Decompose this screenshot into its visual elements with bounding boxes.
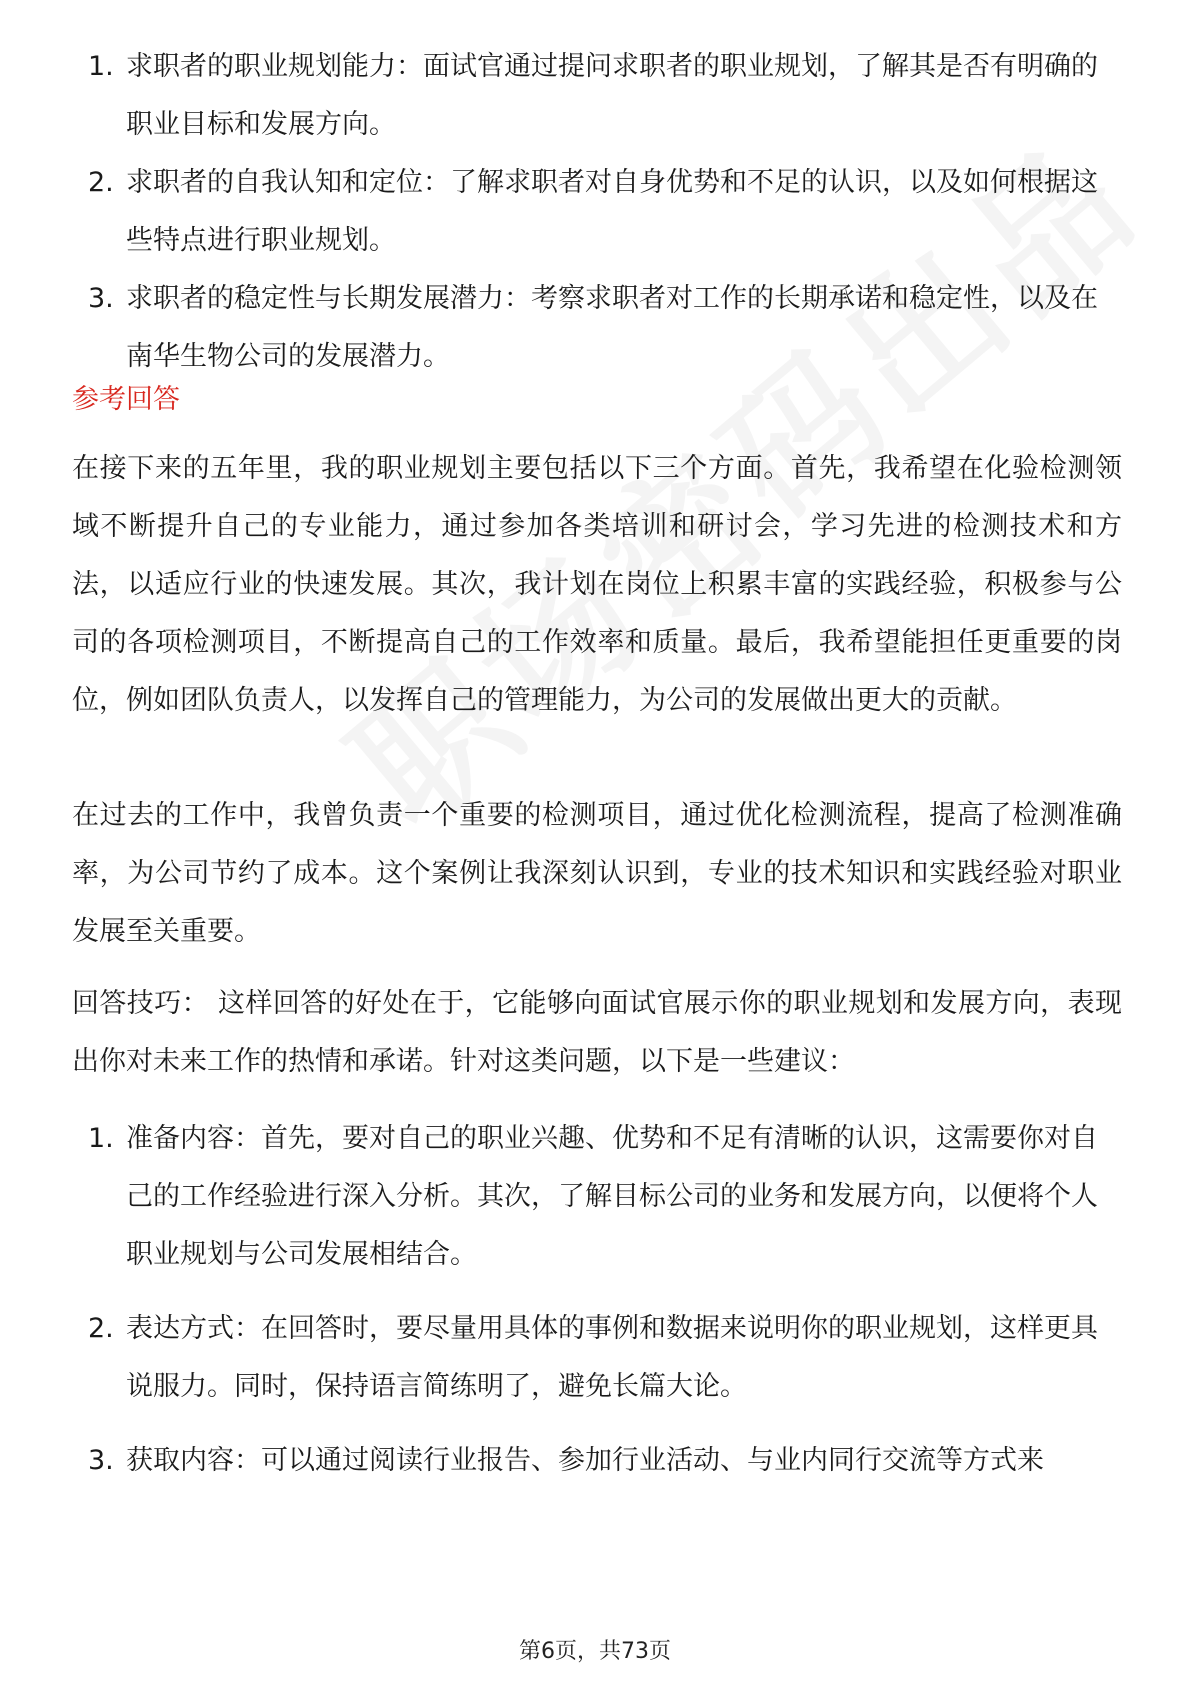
list-item (72, 1300, 1122, 1416)
list-item-text: 求职者的自我认知和定位：了解求职者对自身优势和不足的认识，以及如何根据这些特点进行职业规划。 (126, 167, 1098, 256)
list-item-text: 求职者的稳定性与长期发展潜力：考察求职者对工作的长期承诺和稳定性，以及在南华生物公司的发展潜力。 (126, 283, 1098, 372)
list-item-text: 表达方式：在回答时，要尽量用具体的事例和数据来说明你的职业规划，这样更具说服力。同时，保持语言简练明了，避免长篇大论。 (126, 1313, 1098, 1402)
list-item-text: 求职者的职业规划能力：面试官通过提问求职者的职业规划，了解其是否有明确的职业目标和发展方向。 (126, 51, 1098, 140)
page-footer: 第6页，共73页 (519, 1639, 671, 1664)
list-item-text: 获取内容：可以通过阅读行业报告、参加行业活动、与业内同行交流等方式来 (126, 1445, 1044, 1476)
top-numbered-list (72, 38, 1122, 386)
list-item (72, 38, 1122, 154)
list-item-text: 准备内容：首先，要对自己的职业兴趣、优势和不足有清晰的认识，这需要你对自己的工作经验进行深入分析。其次，了解目标公司的业务和发展方向，以便将个人职业规划与公司发展相结合。 (126, 1123, 1098, 1270)
list-number: 3. (88, 283, 114, 314)
list-number: 3. (88, 1445, 114, 1476)
list-number: 1. (88, 1123, 114, 1154)
list-number: 2. (88, 1313, 114, 1344)
list-item (72, 270, 1122, 386)
list-item (72, 1432, 1122, 1490)
list-item (72, 154, 1122, 270)
list-item (72, 1110, 1122, 1284)
answer-paragraph: 在接下来的五年里，我的职业规划主要包括以下三个方面。首先，我希望在化验检测领域不断提升自己的专业能力，通过参加各类培训和研讨会，学习先进的检测技术和方法，以适应行业的快速发展。其次，我计划在岗位上积累丰富的实践经验，积极参与公司的各项检测项目，不断提高自己的工作效率和质量。最后，我希望能担任更重要的岗位，例如团队负责人，以发挥自己的管理能力，为公司的发展做出更大的贡献。 (72, 453, 1122, 716)
tips-numbered-list (72, 1110, 1122, 1490)
section-heading: 参考回答 (72, 384, 180, 415)
tips-paragraph: 回答技巧： 这样回答的好处在于，它能够向面试官展示你的职业规划和发展方向，表现出你对未来工作的热情和承诺。针对这类问题，以下是一些建议： (72, 988, 1122, 1077)
case-paragraph: 在过去的工作中，我曾负责一个重要的检测项目，通过优化检测流程，提高了检测准确率，为公司节约了成本。这个案例让我深刻认识到，专业的技术知识和实践经验对职业发展至关重要。 (72, 800, 1122, 947)
list-number: 2. (88, 167, 114, 198)
list-number: 1. (88, 51, 114, 82)
